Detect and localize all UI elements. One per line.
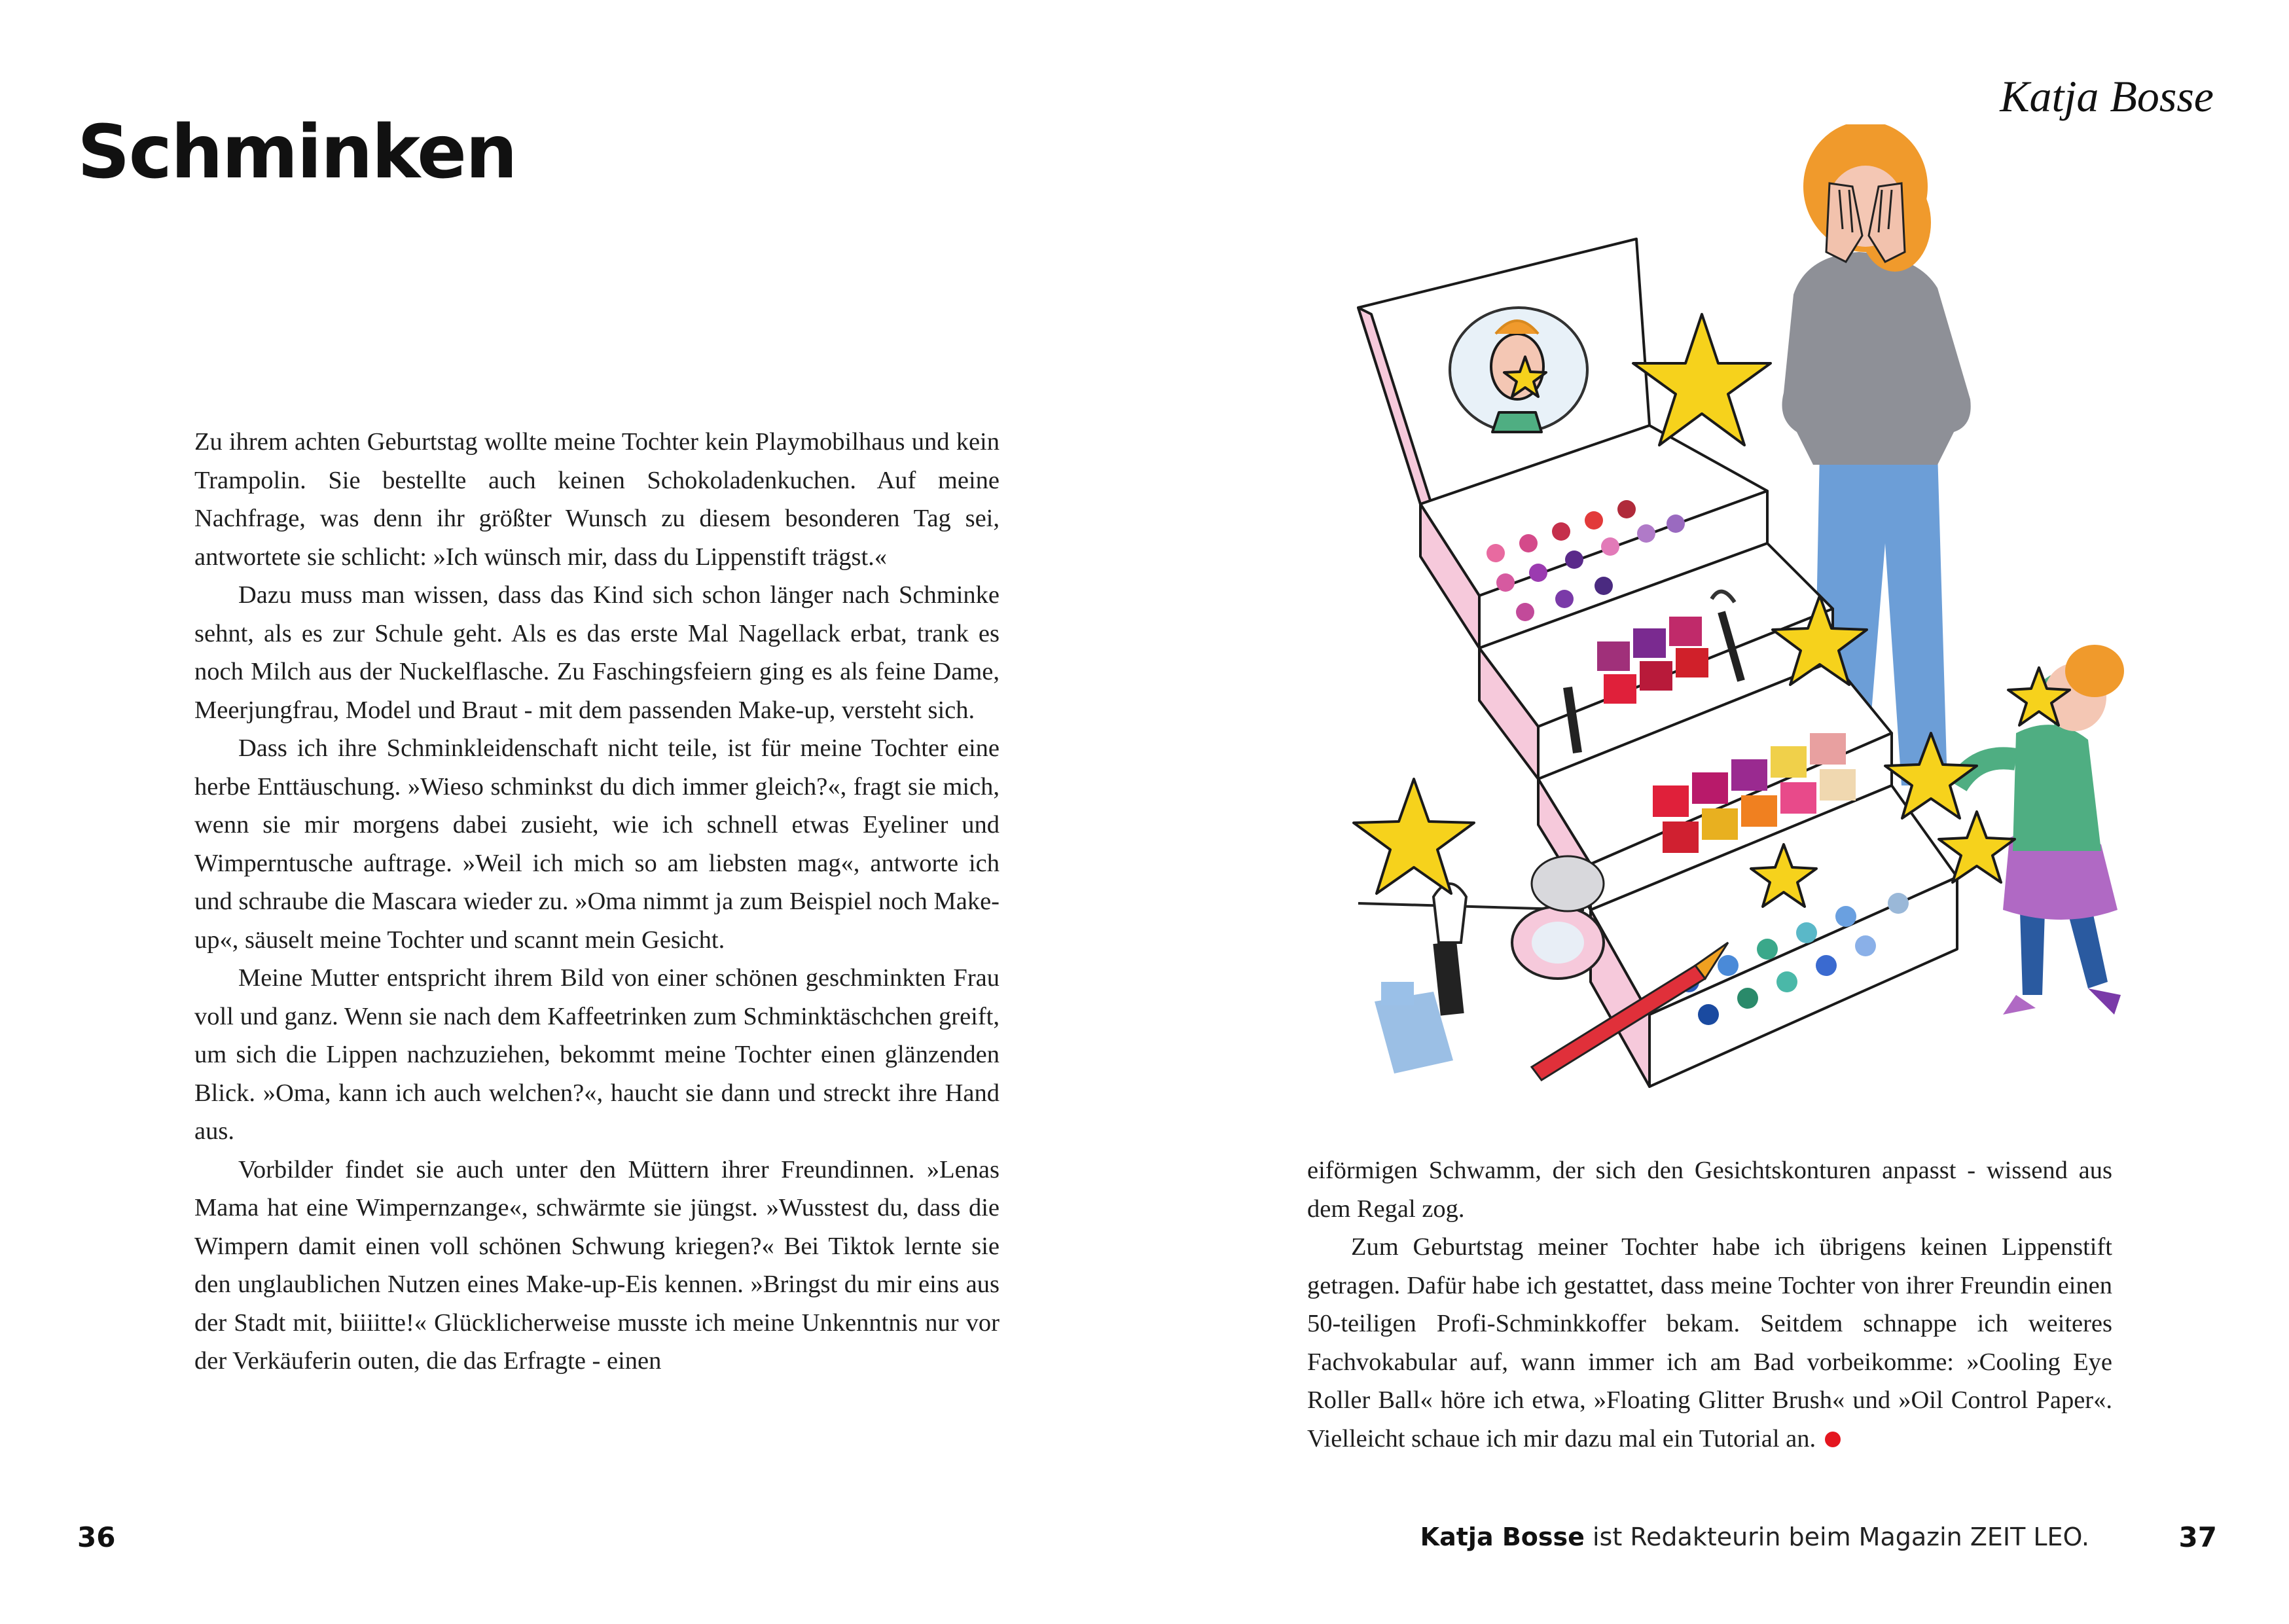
article-title: Schminken [77,110,516,195]
article-column-right [1307,1151,2112,1458]
page-number-right: 37 [2178,1521,2217,1553]
bio-text: ist Redakteurin beim Magazin ZEIT LEO. [1593,1523,2089,1551]
paragraph: Dazu muss man wissen, dass das Kind sich schon länger nach Schminke sehnt, als es zur Schule geht. Als es das erste Mal Nagellack erbat, trank es noch Milch aus der Nuckelflasche. Zu Faschingsfeiern ging es als feine Dame, Meerjungfrau, Model und Braut - mit dem passenden Make-up, versteht sich. [194,581,1000,724]
paragraph [1307,1228,2112,1458]
bio-author-name: Katja Bosse [1420,1523,1585,1551]
paragraph-text: Zum Geburtstag meiner Tochter habe ich übrigens keinen Lippenstift getragen. Dafür habe ich gestattet, dass meine Tochter von ihrer Freundin einen 50-teiligen Profi-Schminkkoffer bekam. Seitdem schnappe ich weiteres Fachvokabular auf, wann immer ich am Bad vorbeikomme: »Cooling Eye Roller Ball« höre ich etwa, »Floating Glitter Brush« und »Oil Control Paper«. Vielleicht schaue ich mir dazu mal ein Tutorial an. [1307,1233,2112,1453]
page-number-left: 36 [77,1521,116,1553]
paragraph: Vorbilder findet sie auch unter den Müttern ihrer Freundinnen. »Lenas Mama hat eine Wimpernzange«, schwärmte sie jüngst. »Wusstest du, dass die Wimpern damit einen voll schönen Schwung kriegen?« Bei Tiktok lernte sie den unglaublichen Nutzen eines Make-up-Eis kennen. »Bringst du mir eins aus der Stadt mit, biiiitte!« Glücklicherweise musste ich meine Unkenntnis nur vor der Verkäuferin outen, die das Erfragte - einen [194,1155,1000,1375]
author-bio [1420,1523,2089,1551]
paragraph: Dass ich ihre Schminkleidenschaft nicht teile, ist für meine Tochter eine herbe Enttäuschung. »Wieso schminkst du dich immer gleich?«, fragt sie mich, wenn sie mir morgens dabei zusieht, wie ich schnell etwas Eyeliner und Wimperntusche auftrage. »Weil ich mich so am liebsten mag«, antworte ich und schraube die Mascara wieder zu. »Oma nimmt ja zum Beispiel noch Make-up«, säuselt meine Tochter und scannt mein Gesicht. [194,734,1000,954]
end-mark-icon [1825,1432,1841,1447]
paragraph: eiförmigen Schwamm, der sich den Gesichtskonturen anpasst - wissend aus dem Regal zog. [1307,1157,2112,1223]
author-name-header: Katja Bosse [2000,71,2214,121]
paragraph: Meine Mutter entspricht ihrem Bild von einer schönen geschminkten Frau voll und ganz. Wenn sie nach dem Kaffeetrinken zum Schminktäschchen greift, um sich die Lippen nachzuziehen, bekommt meine Tochter einen glänzenden Blick. »Oma, kann ich auch welchen?«, haucht sie dann und streckt ihre Hand aus. [194,964,1000,1145]
makeup-illustration [1309,124,2199,1119]
article-column-left [194,423,1000,1380]
paragraph: Zu ihrem achten Geburtstag wollte meine Tochter kein Playmobilhaus und kein Trampolin. Sie bestellte auch keinen Schokoladenkuchen. Auf meine Nachfrage, was denn ihr größter Wunsch zu diesem besonderen Tag sei, antwortete sie schlicht: »Ich wünsch mir, dass du Lippenstift trägst.« [194,428,1000,571]
